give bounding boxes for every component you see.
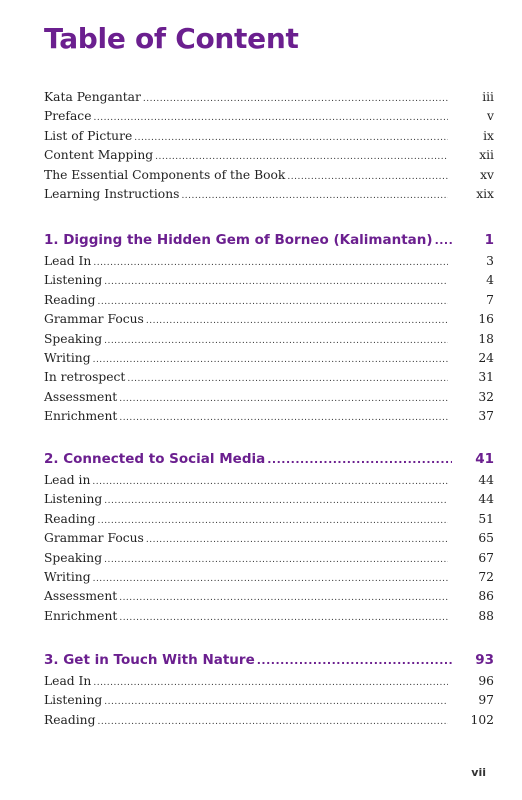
dot-leader [143,90,448,109]
dot-leader [97,512,448,531]
toc-entry-page: 96 [478,674,494,688]
toc-entry-page: 72 [478,569,494,584]
toc-entry-label: Reading [44,511,96,526]
dot-leader [93,674,448,693]
toc-entry-label: Grammar Focus [44,531,144,546]
toc-entry[interactable] [44,146,494,165]
chapter-page: 1 [484,232,494,248]
dot-leader [134,129,448,148]
toc-entry-page: 32 [478,389,494,404]
dot-leader [257,649,452,673]
toc-entry-label: Lead in [44,473,91,487]
chapter-3-section [44,648,494,730]
toc-entry[interactable] [44,349,494,368]
toc-entry-label: Enrichment [44,409,118,424]
dot-leader [146,312,448,331]
toc-entry[interactable] [44,691,494,710]
dot-leader [146,531,448,550]
toc-entry[interactable] [44,166,494,185]
toc-entry[interactable] [44,510,494,529]
toc-entry-label: Listening [44,693,103,708]
toc-entry-page: 18 [478,331,494,346]
page-number: vii [471,766,486,779]
toc-entry-page: 97 [478,693,494,708]
toc-entry-label: Assessment [44,389,118,404]
toc-entry[interactable] [44,471,494,490]
chapter-title: 3. Get in Touch With Nature [44,652,255,668]
chapter-2-section [44,447,494,626]
dot-leader [104,551,448,570]
toc-entry-label: Enrichment [44,608,118,623]
dot-leader [119,409,448,428]
toc-entry[interactable] [44,291,494,310]
toc-entry-page: 7 [486,292,494,307]
toc-entry[interactable] [44,310,494,329]
dot-leader [93,109,448,128]
dot-leader [119,609,448,628]
toc-entry[interactable] [44,252,494,271]
toc-entry[interactable] [44,368,494,387]
dot-leader [119,589,448,608]
toc-entry-label: Lead In [44,254,92,268]
chapter-heading[interactable] [44,648,494,672]
toc-entry-page: xix [476,186,494,201]
chapter-heading[interactable] [44,228,494,252]
dot-leader [127,370,448,389]
dot-leader [104,332,448,351]
toc-entry-page: 86 [478,589,494,604]
dot-leader [93,570,448,589]
toc-entry-page: 37 [478,409,494,424]
chapter-page: 41 [475,451,494,467]
toc-entry-label: Kata Pengantar [44,90,141,104]
toc-entry-page: 16 [478,312,494,327]
toc-entry[interactable] [44,672,494,691]
toc-entry-label: Listening [44,273,103,288]
toc-entry-label: Assessment [44,589,118,604]
dot-leader [92,473,448,492]
toc-entry-page: 31 [478,370,494,385]
dot-leader [119,390,448,409]
toc-entry[interactable] [44,407,494,426]
dot-leader [104,492,448,511]
toc-entry-label: The Essential Components of the Book [44,167,286,182]
toc-entry[interactable] [44,271,494,290]
toc-entry-label: Lead In [44,674,92,688]
chapter-title: 1. Digging the Hidden Gem of Borneo (Kalimantan) [44,232,433,248]
chapter-title: 2. Connected to Social Media [44,451,266,467]
toc-entry[interactable] [44,127,494,146]
chapter-heading[interactable] [44,447,494,471]
dot-leader [181,187,448,206]
toc-entry-page: ix [483,128,494,143]
toc-entry-label: Learning Instructions [44,186,180,201]
toc-entry[interactable] [44,529,494,548]
toc-entry-page: 65 [478,531,494,546]
toc-entry[interactable] [44,88,494,107]
dot-leader [104,273,448,292]
toc-entry-page: 51 [478,511,494,526]
toc-entry-page: xii [479,148,494,163]
toc-entry-label: Grammar Focus [44,312,144,327]
toc-entry-page: v [487,109,494,124]
toc-entry[interactable] [44,185,494,204]
toc-entry[interactable] [44,587,494,606]
toc-entry-label: Speaking [44,331,103,346]
toc-entry-label: List of Picture [44,128,133,143]
toc-entry-label: In retrospect [44,370,126,385]
toc-entry-page: iii [482,90,494,104]
toc-entry[interactable] [44,549,494,568]
toc-entry-page: 102 [470,712,494,727]
toc-entry-label: Speaking [44,550,103,565]
dot-leader [267,448,452,472]
dot-leader [287,168,448,187]
toc-entry-page: 88 [478,608,494,623]
dot-leader [93,254,448,273]
toc-entry-page: 4 [486,273,494,288]
toc-entry-label: Writing [44,569,91,584]
toc-entry[interactable] [44,607,494,626]
toc-entry-label: Listening [44,492,103,507]
toc-entry-label: Preface [44,109,92,124]
toc-entry-label: Reading [44,712,96,727]
chapter-page: 93 [475,652,494,668]
toc-entry-page: 3 [486,254,494,268]
toc-entry-label: Reading [44,292,96,307]
toc-entry-page: xv [480,167,494,182]
dot-leader [97,293,448,312]
toc-entry[interactable] [44,711,494,730]
toc-entry-page: 67 [478,550,494,565]
front-matter-list [44,88,494,204]
dot-leader [97,713,448,732]
dot-leader [435,229,452,253]
chapter-1-section [44,228,494,427]
toc-entry-page: 44 [478,492,494,507]
toc-entry[interactable] [44,107,494,126]
toc-entry[interactable] [44,568,494,587]
toc-entry[interactable] [44,330,494,349]
toc-entry-page: 44 [478,473,494,487]
toc-entry-label: Writing [44,350,91,365]
toc-entry[interactable] [44,388,494,407]
dot-leader [104,693,448,712]
dot-leader [93,351,448,370]
toc-entry-page: 24 [478,350,494,365]
page-title: Table of Content [44,22,299,55]
toc-entry[interactable] [44,490,494,509]
toc-entry-label: Content Mapping [44,148,154,163]
